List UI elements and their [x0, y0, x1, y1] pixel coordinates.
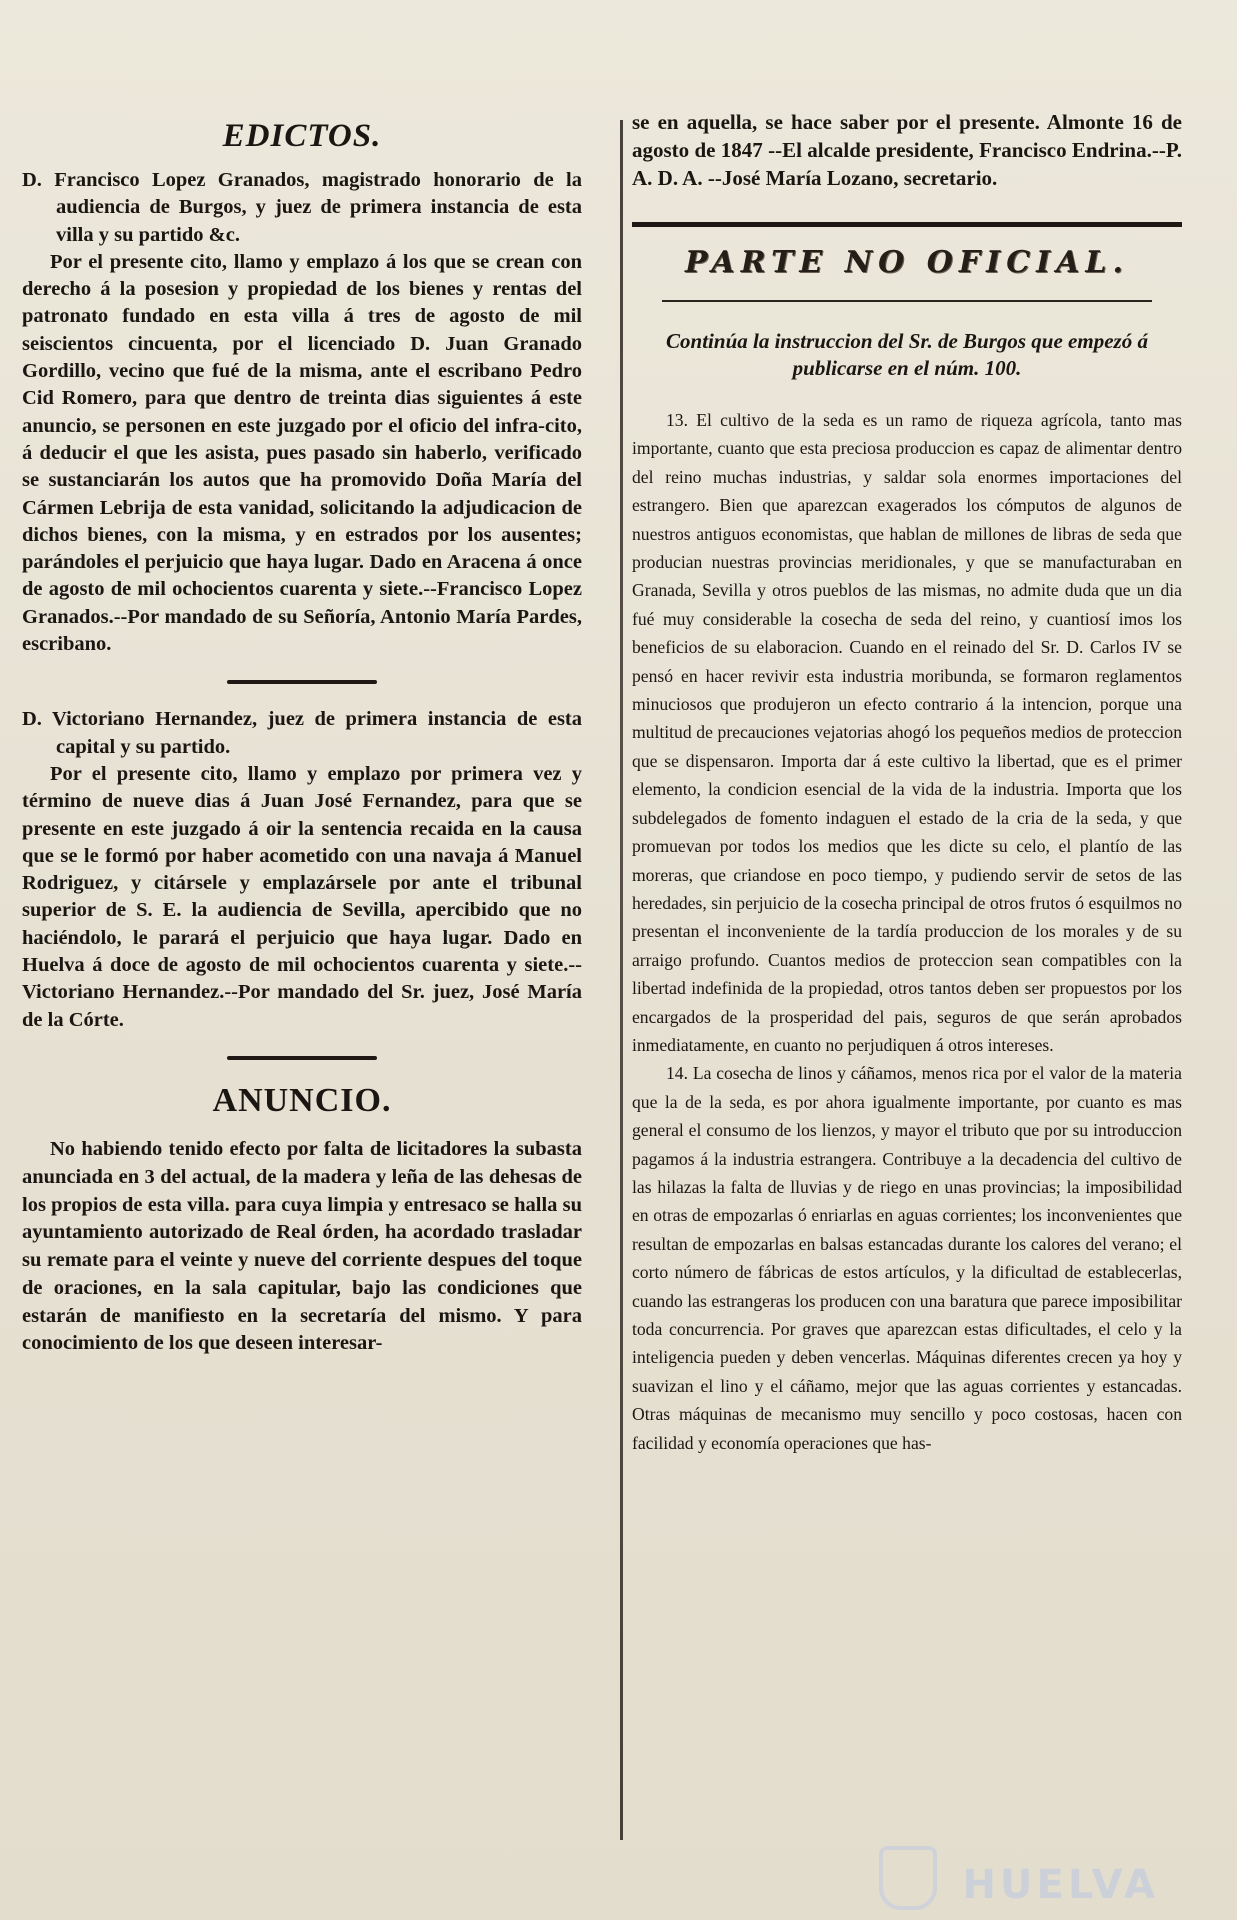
thick-rule [632, 222, 1182, 227]
right-column [632, 108, 1182, 1890]
archive-watermark: HUELVA [962, 1862, 1159, 1908]
edict-heading: D. Francisco Lopez Granados, magistrado honorario de la audiencia de Burgos, y juez de primera instancia de esta villa y su partido &c. [22, 169, 582, 246]
edictos-heading: EDICTOS. [222, 118, 382, 154]
column-rule [620, 120, 623, 1840]
paragraph-13: 13. El cultivo de la seda es un ramo de riqueza agrícola, tanto mas importante, cuanto que esta preciosa produccion es capaz de alimentar dentro del reino muchas industrias, y saldar sola enormes importaciones del estrangero. Bien que aparezcan exagerados los cómputos de algunos de nuestros antiguos economistas, que hablan de millones de libras de seda que producian nuestras provincias meridionales, y que se manufacturaban en Granada, Sevilla y otros pueblos de las mismas, no admite duda que un dia fué muy considerable la cosecha de seda del reino, y cuantiosí imos los beneficios de su elaboracion. Cuando en el reinado del Sr. D. Carlos IV se pensó en hacer revivir esta industria moribunda, se formaron reglamentos minuciosos que produjeron un efecto contrario á la intencion, porque una multitud de precauciones vejatorias ahogó los pequeños medios de proteccion que se dispensaron. Importa dar á este cultivo la libertad, que es el primer elemento, la condicion esencial de la vida de la industria. Importa que los subdelegados de fomento indaguen el estado de la cria de la seda, y que promuevan por todos los medios que les dicte su celo, el plantío de las moreras, que criandose en poco tiempo, y pudiendo servir de setos de las heredades, sin perjuicio de la cosecha principal de otros frutos ó esquilmos no presentan el inconveniente de la tardía produccion de los morales y de su arraigo profundo. Cuantos medios de proteccion sean compatibles con la libertad indefinida de la propiedad, otros tantos deben ser propuestos por los encargados de la prosperidad del pais, seguros de que serán aprobados inmediatamente, en cuanto no perjudiquen á otros intereses. [632, 410, 1182, 1055]
paragraph-14: 14. La cosecha de linos y cáñamos, menos rica por el valor de la materia que la de la seda, es por ahora igualmente importante, por cuanto es mas general el consumo de los lienzos, y mayor el tributo que por su introduccion pagamos á la industria estrangera. Contribuye a la decadencia del cultivo de las hilazas la falta de lluvias y de riego en unas provincias; la imposibilidad en otras de empozarlas ó enriarlas en aguas corrientes; los inconvenientes que resultan de empozarlas en balsas estancadas durante los calores del verano; el corto número de fábricas de estos artículos, y la dificultad de establecerlas, cuando las estrangeras los producen con una baratura que parece imposibilitar toda concurrencia. Por graves que aparezcan estas dificultades, el celo y la inteligencia pueden y deben vencerlas. Máquinas diferentes crecen ya hoy y suavizan el lino y el cáñamo, mejor que las aguas corrientes y estancadas. Otras máquinas de mecanismo muy sencillo y poco costosas, hacen con facilidad y economía operaciones que has- [632, 1063, 1182, 1453]
parte-no-oficial-heading: PARTE NO OFICIAL. [685, 245, 1129, 280]
anuncio-continuation: se en aquella, se hace saber por el presente. Almonte 16 de agosto de 1847 --El alcalde presidente, Francisco Endrina.--P. A. D. A. --José María Lozano, secretario. [632, 110, 1182, 190]
anuncio-body: No habiendo tenido efecto por falta de licitadores la subasta anunciada en 3 del actual, de la madera y leña de las dehesas de los propios de esta villa. para cuya limpia y entresaco se halla su ayuntamiento autorizado de Real órden, ha acordado trasladar su remate para el veinte y nueve del corriente despues del toque de oraciones, en la sala capitular, bajo las condiciones que estarán de manifiesto en la secretaría del mismo. Y para conocimiento de los que deseen interesar- [22, 1137, 582, 1355]
anuncio-heading: ANUNCIO. [212, 1081, 392, 1119]
anuncio-section [22, 1082, 582, 1358]
edict-body: Por el presente cito, llamo y emplazo por primera vez y término de nueve dias á Juan José Fernandez, para que se presente en este juzgado á oir la sentencia recaida en la causa que se le formó por haber acometido con una navaja á Manuel Rodriguez, y citársele y emplazársele por ante el tribunal superior de S. E. la audiencia de Sevilla, apercibido que no haciéndolo, le parará el perjuicio que haya lugar. Dado en Huelva á doce de agosto de mil ochocientos cuarenta y siete.--Victoriano Hernandez.--Por mandado del Sr. juez, José María de la Córte. [22, 762, 582, 1031]
section-divider [227, 680, 377, 684]
thin-rule [662, 300, 1152, 302]
article-text [632, 406, 1182, 1457]
archive-watermark-badge [879, 1846, 937, 1910]
article-subtitle: Continúa la instruccion del Sr. de Burgos que empezó á publicarse en el núm. 100. [666, 329, 1148, 380]
section-divider [227, 1056, 377, 1060]
edict-heading: D. Victoriano Hernandez, juez de primera instancia de esta capital y su partido. [22, 708, 582, 758]
left-column [22, 108, 582, 1890]
edict-lopez-granados [22, 167, 582, 658]
edict-hernandez [22, 706, 582, 1034]
edict-body: Por el presente cito, llamo y emplazo á los que se crean con derecho á la posesion y propiedad de los bienes y rentas del patronato fundado en esta villa á tres de agosto de mil seiscientos cincuenta, por el licenciado D. Juan Granado Gordillo, vecino que fué de la misma, ante el escribano Pedro Cid Romero, para que dentro de treinta dias siguientes á este anuncio, se personen en este juzgado por el oficio del infra-cito, á deducir el que les asista, pues pasado sin haberlo, verificado se sustanciarán los autos que ha promovido Doña María del Cármen Lebrija de esta vanidad, solicitando la adjudicacion de dichos bienes, con la misma, y en estrados por los ausentes; parándoles el perjuicio que haya lugar. Dado en Aracena á once de agosto de mil ochocientos cuarenta y siete.--Francisco Lopez Granados.--Por mandado de su Señoría, Antonio María Pardes, escribano. [22, 250, 582, 656]
